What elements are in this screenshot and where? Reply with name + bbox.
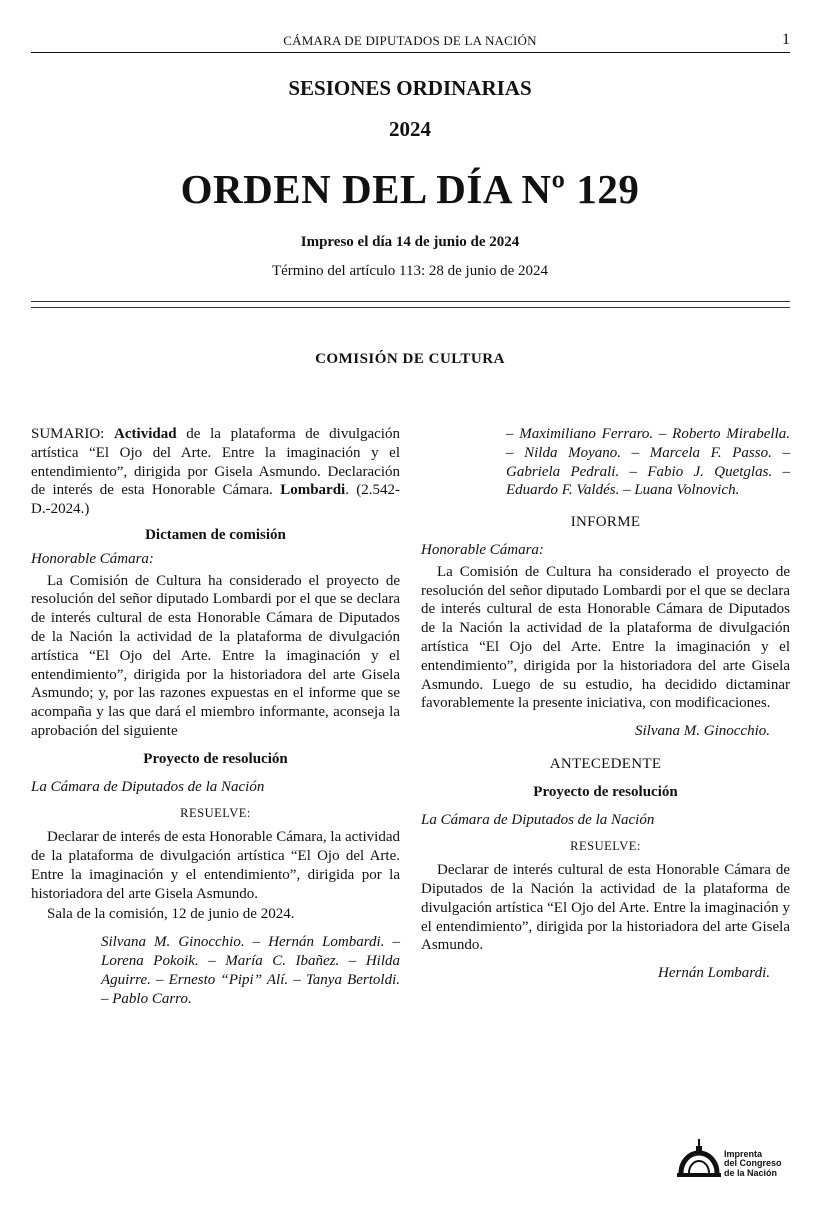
summary-text: de la plataforma de divulgación artística “El Ojo del Arte. Entre la imaginación y el entendimiento”, dirigida por Gisela Asmundo. Declaración de interés de esta Honorable Cámara. bbox=[31, 426, 400, 499]
project-heading: Proyecto de resolución bbox=[143, 750, 288, 767]
imprenta-logo bbox=[676, 1139, 796, 1189]
session-year: 2024 bbox=[389, 117, 431, 141]
left-column bbox=[31, 425, 400, 1008]
page-number: 1 bbox=[782, 31, 790, 48]
antecedente-project-heading: Proyecto de resolución bbox=[533, 783, 678, 800]
right-column bbox=[421, 425, 790, 983]
term-date: Término del artículo 113: 28 de junio de 2024 bbox=[271, 263, 549, 279]
summary-file: . (2.542-D.-2024.) bbox=[31, 482, 401, 518]
informe-heading: INFORME bbox=[570, 514, 641, 531]
session-title: SESIONES ORDINARIAS bbox=[288, 76, 532, 100]
running-header-title: CÁMARA DE DIPUTADOS DE LA NACIÓN bbox=[283, 33, 537, 48]
printed-date: Impreso el día 14 de junio de 2024 bbox=[300, 234, 520, 250]
signers-right: – Maximiliano Ferraro. – Roberto Mirabella. – Nilda Moyano. – Marcela F. Passo. – Gabriela Pedrali. – Fabio J. Quetglas. – Eduardo F. Valdés. – Luana Volnovich. bbox=[506, 426, 790, 499]
summary-bold-word: Actividad bbox=[114, 426, 177, 442]
dictamen-salutation: Honorable Cámara: bbox=[31, 550, 154, 567]
antecedente-signer: Hernán Lombardi. bbox=[658, 965, 770, 982]
logo-line-2: del Congreso bbox=[724, 1158, 782, 1169]
informe-body: La Comisión de Cultura ha considerado el proyecto de resolución del señor diputado Lombardi por el que se declara de interés cultural de esta Honorable Cámara de Diputados de la Nación la actividad de la plataforma de divulgación artística “El Ojo del Arte. Entre la imaginación y el entendimiento”, dirigida por la historiadora del arte Gisela Asmundo. Luego de su estudio, ha decidido dictaminar favorablemente la presente iniciativa, con modificaciones. bbox=[421, 563, 790, 712]
antecedente-chamber: La Cámara de Diputados de la Nación bbox=[421, 811, 655, 828]
dictamen-body: La Comisión de Cultura ha considerado el proyecto de resolución del señor diputado Lombardi por el que se declara de interés cultural de esta Honorable Cámara de Diputados de la Nación la actividad de la plataforma de divulgación artística “El Ojo del Arte. Entre la imaginación y el entendimiento”, dirigida por la historiadora del arte Gisela Asmundo; y, por las razones expuestas en el informe que se acompaña y las que dará el miembro informante, aconseja la aprobación del siguiente bbox=[31, 572, 400, 739]
resuelve-label: RESUELVE: bbox=[180, 806, 251, 821]
logo-line-1: Imprenta bbox=[724, 1149, 763, 1159]
signers-left: Silvana M. Ginocchio. – Hernán Lombardi. – Lorena Pokoik. – María C. Ibañez. – Hilda Aguirre. – Ernesto “Pipi” Alí. – Tanya Bertoldi. – Pablo Carro. bbox=[101, 934, 400, 1007]
logo-line-3: de la Nación bbox=[724, 1167, 778, 1178]
congress-dome-icon bbox=[676, 1139, 722, 1181]
logo-text bbox=[724, 1150, 782, 1178]
orden-del-dia-title: ORDEN DEL DÍA Nº 129 bbox=[180, 166, 640, 212]
double-rule-top bbox=[31, 301, 790, 302]
summary-author: Lombardi bbox=[280, 482, 346, 499]
antecedente-heading: ANTECEDENTE bbox=[549, 755, 662, 772]
antecedente-resolution: Declarar de interés cultural de esta Honorable Cámara de Diputados de la Nación la actividad de la plataforma de divulgación artística “El Ojo del Arte. Entre la imaginación y el entendimiento”, dirigida por la historiadora del arte Gisela Asmundo. bbox=[421, 862, 790, 954]
informe-signer: Silvana M. Ginocchio. bbox=[635, 723, 770, 740]
header-rule bbox=[31, 52, 790, 53]
informe-salutation: Honorable Cámara: bbox=[421, 541, 544, 558]
chamber-name: La Cámara de Diputados de la Nación bbox=[31, 778, 265, 795]
antecedente-resuelve: RESUELVE: bbox=[570, 839, 641, 854]
double-rule-bottom bbox=[31, 307, 790, 308]
dictamen-heading: Dictamen de comisión bbox=[145, 526, 286, 543]
commission-title: COMISIÓN DE CULTURA bbox=[315, 351, 505, 367]
sala-line: Sala de la comisión, 12 de junio de 2024. bbox=[47, 906, 295, 923]
resolution-text: Declarar de interés de esta Honorable Cámara, la actividad de la plataforma de divulgación artística “El Ojo del Arte. Entre la imaginación y el entendimiento”, dirigida por la historiadora del arte Gisela Asmundo. bbox=[31, 829, 400, 902]
summary-label: SUMARIO: bbox=[31, 426, 115, 442]
summary-paragraph bbox=[31, 425, 400, 519]
